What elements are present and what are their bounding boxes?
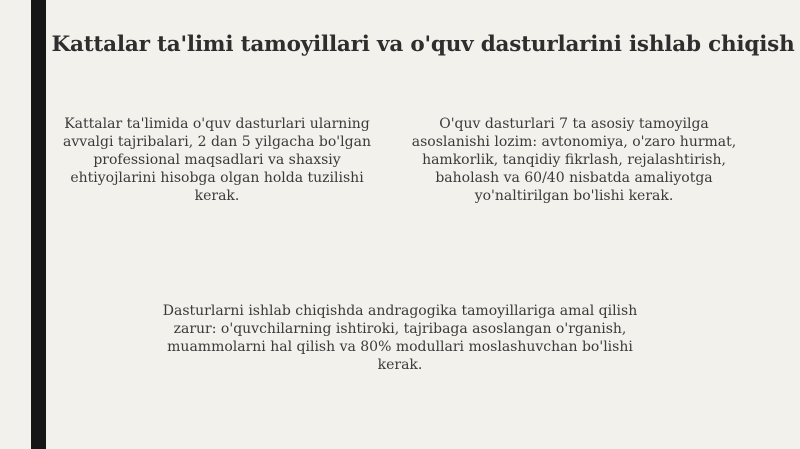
accent-bar bbox=[31, 0, 46, 449]
slide-title: Kattalar ta'limi tamoyillari va o'quv dasturlarini ishlab chiqish bbox=[51, 32, 795, 57]
paragraph-right: O'quv dasturlari 7 ta asosiy tamoyilga asoslanishi lozim: avtonomiya, o'zaro hurmat, hamkorlik, tanqidiy fikrlash, rejalashtirish, baholash va 60/40 nisbatda amaliyotga yo'naltirilgan bo'lishi kerak. bbox=[411, 116, 737, 204]
paragraph-bottom: Dasturlarni ishlab chiqishda andragogika tamoyillariga amal qilish zarur: o'quvchilarning ishtiroki, tajribaga asoslangan o'rganish, muammolarni hal qilish va 80% modullari moslashuvchan bo'lishi kerak. bbox=[162, 303, 638, 373]
paragraph-left: Kattalar ta'limida o'quv dasturlari ularning avvalgi tajribalari, 2 dan 5 yilgacha bo'lgan professional maqsadlari va shaxsiy ehtiyojlarini hisobga olgan holda tuzilishi kerak. bbox=[63, 116, 371, 204]
